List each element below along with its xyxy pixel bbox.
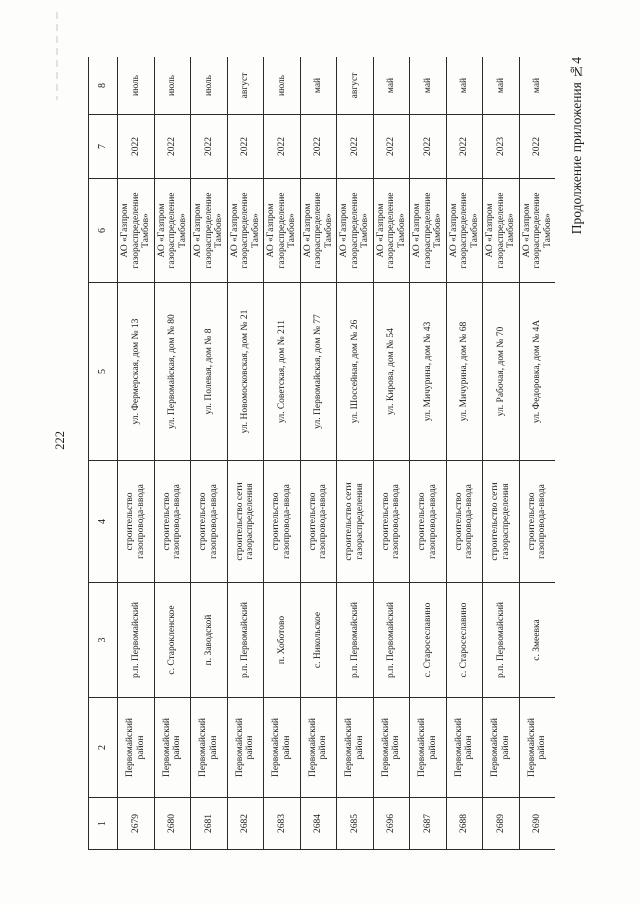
cell-executor: АО «Газпром газораспределение Тамбов» [154, 179, 191, 283]
cell-executor: АО «Газпром газораспределение Тамбов» [191, 179, 228, 283]
cell-row-number: 2679 [118, 798, 155, 850]
column-header-6: 6 [89, 179, 118, 283]
column-header-3: 3 [89, 583, 118, 698]
cell-district: Первомайский район [191, 698, 228, 798]
table-row [154, 57, 191, 850]
cell-executor: АО «Газпром газораспределение Тамбов» [446, 179, 483, 283]
cell-row-number: 2681 [191, 798, 228, 850]
table-row [227, 57, 264, 850]
cell-locality: р.п. Первомайский [373, 583, 410, 698]
column-header-7: 7 [89, 115, 118, 179]
cell-row-number: 2690 [519, 798, 555, 850]
column-header-1: 1 [89, 798, 118, 850]
cell-address: ул. Мичурина, дом № 43 [410, 283, 447, 461]
cell-row-number: 2689 [483, 798, 520, 850]
header-row [89, 57, 118, 850]
cell-executor: АО «Газпром газораспределение Тамбов» [410, 179, 447, 283]
cell-work-type: строительство сети газораспределения [227, 461, 264, 583]
table-row [264, 57, 301, 850]
cell-month: июль [118, 57, 155, 115]
cell-district: Первомайский район [300, 698, 337, 798]
cell-year: 2022 [519, 115, 555, 179]
table-row [446, 57, 483, 850]
cell-row-number: 2687 [410, 798, 447, 850]
cell-work-type: строительство газопровода-ввода [264, 461, 301, 583]
table-row [118, 57, 155, 850]
cell-locality: с. Старосеславино [446, 583, 483, 698]
cell-work-type: строительство газопровода-ввода [446, 461, 483, 583]
cell-work-type: строительство газопровода-ввода [373, 461, 410, 583]
page-number: 222 [53, 431, 67, 450]
column-header-2: 2 [89, 698, 118, 798]
cell-executor: АО «Газпром газораспределение Тамбов» [373, 179, 410, 283]
cell-address: ул. Первомайская, дом № 80 [154, 283, 191, 461]
scan-bleed-mark [56, 12, 58, 100]
cell-locality: п. Хоботово [264, 583, 301, 698]
cell-work-type: строительство газопровода-ввода [410, 461, 447, 583]
cell-year: 2023 [483, 115, 520, 179]
cell-month: август [227, 57, 264, 115]
table-row [519, 57, 555, 850]
cell-year: 2022 [154, 115, 191, 179]
cell-row-number: 2685 [337, 798, 374, 850]
cell-work-type: строительство газопровода-ввода [300, 461, 337, 583]
cell-month: май [446, 57, 483, 115]
table-row [410, 57, 447, 850]
cell-year: 2022 [446, 115, 483, 179]
cell-month: май [519, 57, 555, 115]
cell-locality: р.п. Первомайский [227, 583, 264, 698]
column-header-8: 8 [89, 57, 118, 115]
cell-executor: АО «Газпром газораспределение Тамбов» [519, 179, 555, 283]
rotated-table [88, 57, 555, 850]
cell-row-number: 2696 [373, 798, 410, 850]
cell-address: ул. Новомосковская, дом № 21 [227, 283, 264, 461]
cell-row-number: 2682 [227, 798, 264, 850]
cell-district: Первомайский район [337, 698, 374, 798]
cell-year: 2022 [373, 115, 410, 179]
table-row [373, 57, 410, 850]
cell-year: 2022 [300, 115, 337, 179]
cell-executor: АО «Газпром газораспределение Тамбов» [300, 179, 337, 283]
table-row [483, 57, 520, 850]
cell-work-type: строительство газопровода-ввода [154, 461, 191, 583]
cell-month: июль [191, 57, 228, 115]
cell-year: 2022 [264, 115, 301, 179]
cell-executor: АО «Газпром газораспределение Тамбов» [227, 179, 264, 283]
cell-month: август [337, 57, 374, 115]
cell-year: 2022 [337, 115, 374, 179]
cell-address: ул. Кирова, дом № 54 [373, 283, 410, 461]
cell-month: май [410, 57, 447, 115]
cell-district: Первомайский район [446, 698, 483, 798]
cell-work-type: строительство газопровода-ввода [118, 461, 155, 583]
cell-locality: с. Старокленское [154, 583, 191, 698]
cell-year: 2022 [118, 115, 155, 179]
cell-year: 2022 [191, 115, 228, 179]
table-row [191, 57, 228, 850]
cell-locality: с. Никольское [300, 583, 337, 698]
column-header-5: 5 [89, 283, 118, 461]
cell-address: ул. Советская, дом № 211 [264, 283, 301, 461]
cell-locality: р.п. Первомайский [118, 583, 155, 698]
cell-month: май [300, 57, 337, 115]
cell-district: Первомайский район [519, 698, 555, 798]
cell-address: ул. Фермерская, дом № 13 [118, 283, 155, 461]
cell-address: ул. Первомайская, дом № 77 [300, 283, 337, 461]
cell-month: май [373, 57, 410, 115]
cell-year: 2022 [227, 115, 264, 179]
cell-locality: с. Змеевка [519, 583, 555, 698]
cell-address: ул. Шоссейная, дом № 26 [337, 283, 374, 461]
cell-work-type: строительство газопровода-ввода [191, 461, 228, 583]
appendix-caption: Продолжение приложения №4 [569, 57, 584, 235]
cell-month: май [483, 57, 520, 115]
cell-address: ул. Полевая, дом № 8 [191, 283, 228, 461]
table-row [300, 57, 337, 850]
cell-executor: АО «Газпром газораспределение Тамбов» [264, 179, 301, 283]
cell-locality: с. Старосеславино [410, 583, 447, 698]
data-table [88, 57, 555, 850]
cell-locality: п. Заводской [191, 583, 228, 698]
column-header-4: 4 [89, 461, 118, 583]
cell-district: Первомайский район [373, 698, 410, 798]
cell-executor: АО «Газпром газораспределение Тамбов» [483, 179, 520, 283]
table-row [337, 57, 374, 850]
cell-locality: р.п. Первомайский [483, 583, 520, 698]
cell-row-number: 2680 [154, 798, 191, 850]
cell-district: Первомайский район [410, 698, 447, 798]
cell-district: Первомайский район [154, 698, 191, 798]
cell-district: Первомайский район [483, 698, 520, 798]
cell-year: 2022 [410, 115, 447, 179]
cell-district: Первомайский район [118, 698, 155, 798]
cell-address: ул. Мичурина, дом № 68 [446, 283, 483, 461]
cell-work-type: строительство газопровода-ввода [519, 461, 555, 583]
cell-row-number: 2688 [446, 798, 483, 850]
cell-row-number: 2683 [264, 798, 301, 850]
cell-address: ул. Федоровка, дом № 4А [519, 283, 555, 461]
cell-work-type: строительство сети газораспределения [337, 461, 374, 583]
cell-district: Первомайский район [227, 698, 264, 798]
cell-district: Первомайский район [264, 698, 301, 798]
cell-month: июль [264, 57, 301, 115]
cell-executor: АО «Газпром газораспределение Тамбов» [337, 179, 374, 283]
cell-executor: АО «Газпром газораспределение Тамбов» [118, 179, 155, 283]
cell-row-number: 2684 [300, 798, 337, 850]
cell-address: ул. Рабочая, дом № 70 [483, 283, 520, 461]
cell-work-type: строительство сети газораспределения [483, 461, 520, 583]
cell-locality: р.п. Первомайский [337, 583, 374, 698]
table-container [88, 57, 555, 850]
cell-month: июль [154, 57, 191, 115]
